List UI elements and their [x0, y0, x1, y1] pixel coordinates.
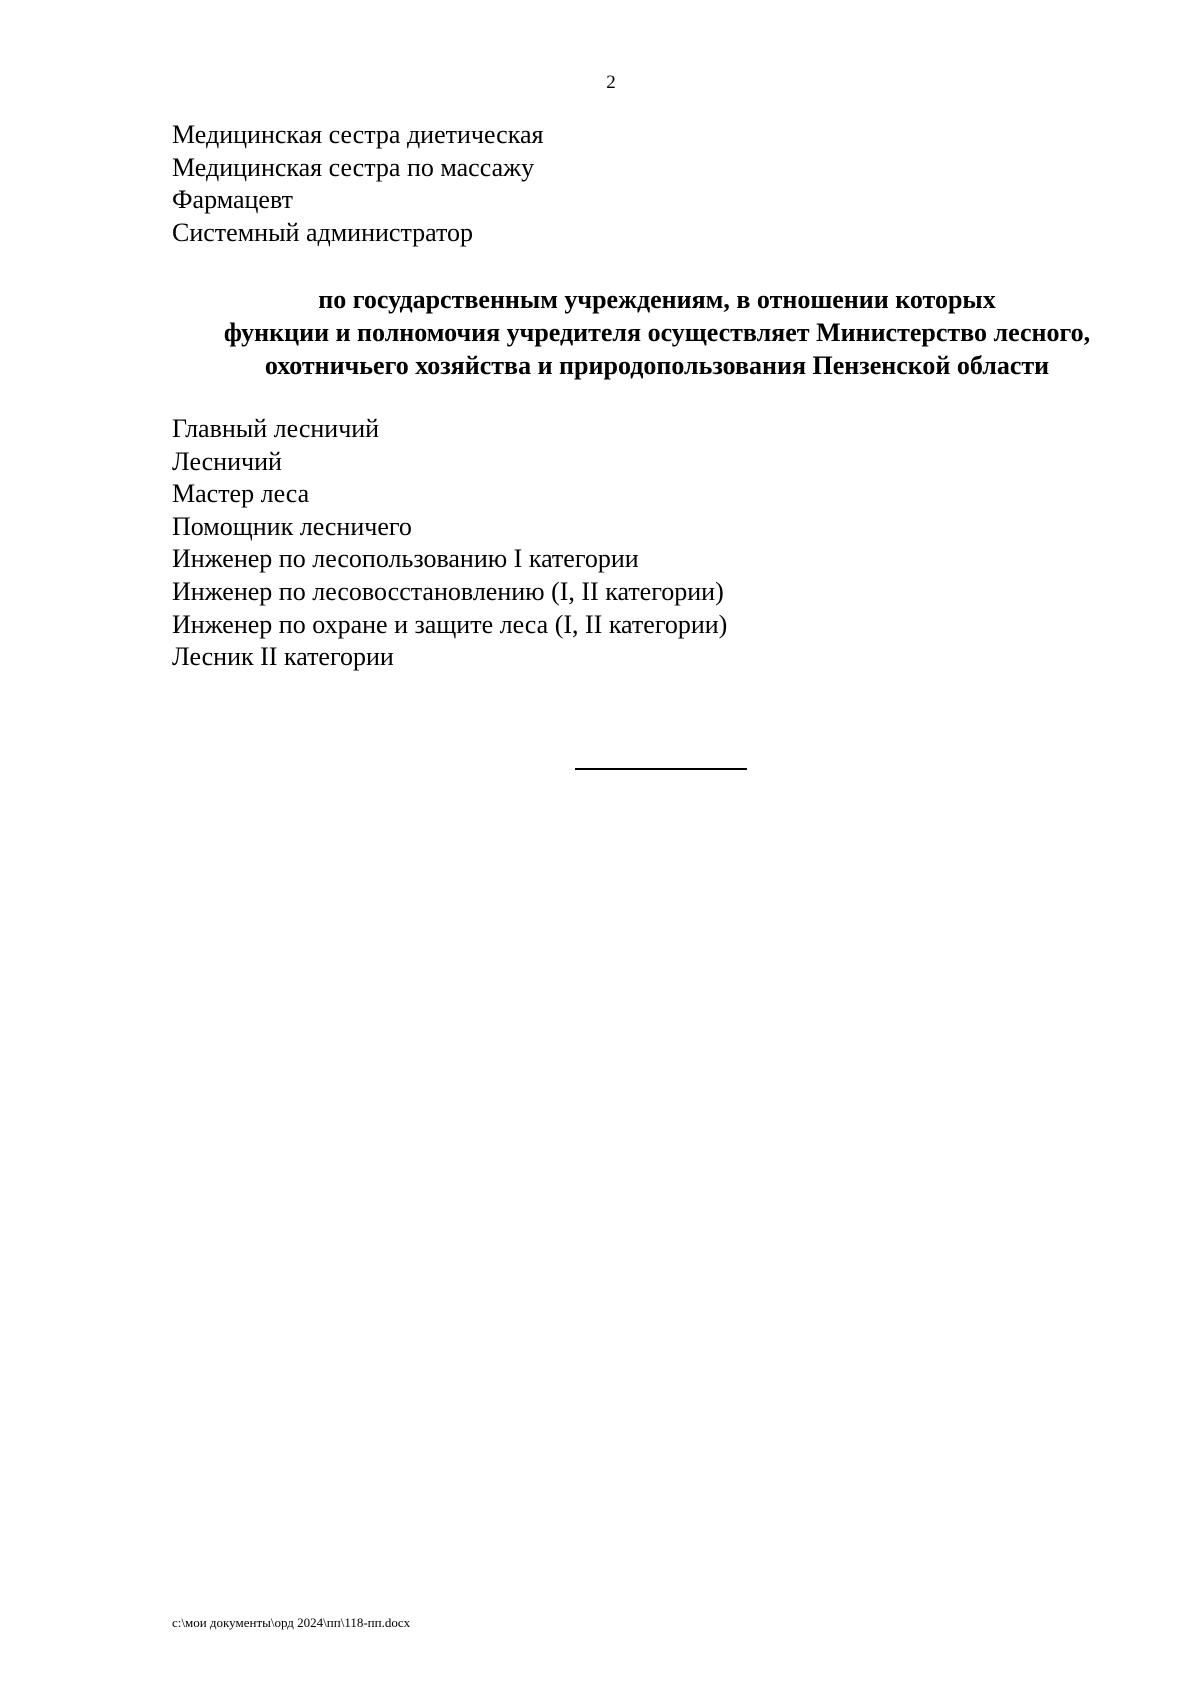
list-item: Помощник лесничего — [172, 511, 412, 541]
footer-file-path: c:\мои документы\орд 2024\пп\118-пп.docx — [172, 1615, 411, 1630]
page-number: 2 — [606, 72, 616, 93]
position-list-medical — [172, 119, 543, 249]
list-item: Лесничий — [172, 446, 282, 476]
list-item: Инженер по охране и защите леса (I, II категории) — [172, 609, 728, 639]
list-item: Инженер по лесовосстановлению (I, II категории) — [172, 576, 724, 606]
position-list-forestry — [172, 413, 727, 674]
list-item: Фармацевт — [172, 185, 293, 215]
section-heading-line: по государственным учреждениям, в отношении которых — [318, 285, 996, 314]
list-item: Лесник II категории — [172, 642, 394, 672]
section-heading — [172, 283, 1142, 382]
section-heading-line: охотничьего хозяйства и природопользования Пензенской области — [264, 351, 1050, 380]
end-of-document-rule — [575, 768, 747, 770]
list-item: Главный лесничий — [172, 414, 380, 443]
section-heading-line: функции и полномочия учредителя осуществляет Министерство лесного, — [223, 318, 1091, 347]
list-item: Медицинская сестра по массажу — [172, 152, 535, 182]
list-item: Инженер по лесопользованию I категории — [172, 544, 639, 574]
list-item: Медицинская сестра диетическая — [172, 120, 544, 149]
list-item: Мастер леса — [172, 479, 310, 509]
list-item: Системный администратор — [172, 217, 474, 247]
